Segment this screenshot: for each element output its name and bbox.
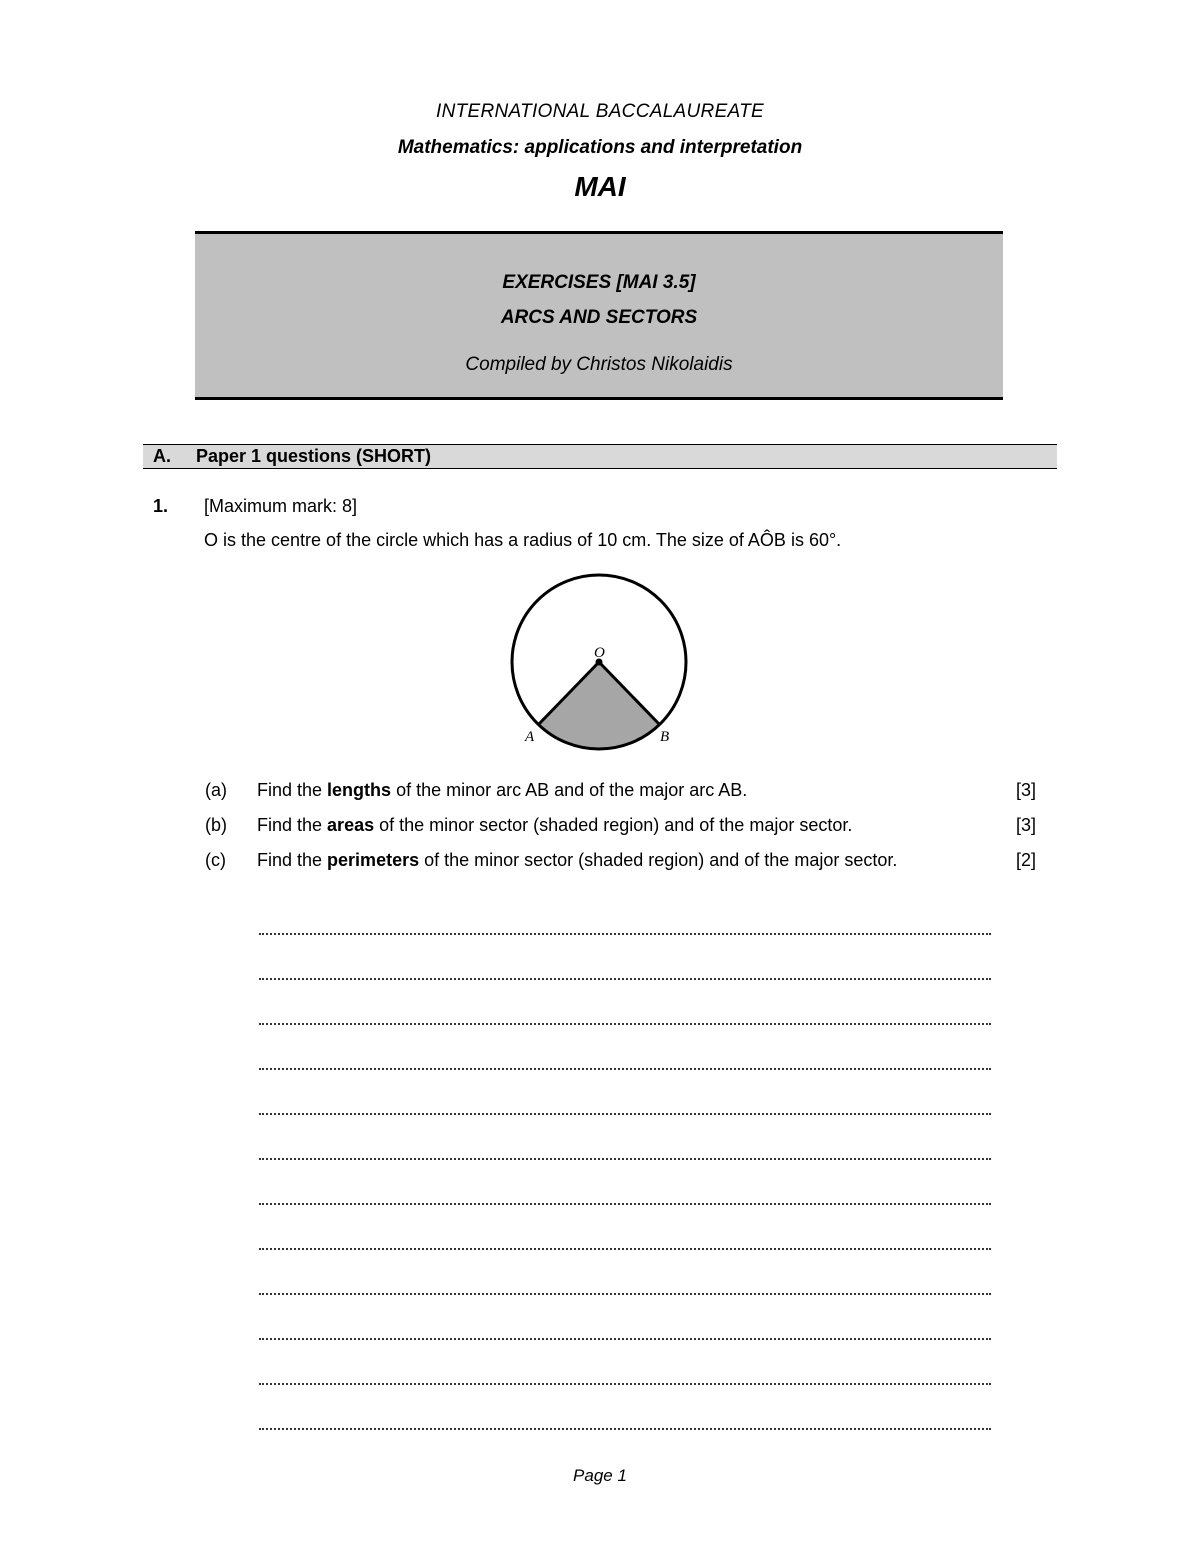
part-c-text: Find the perimeters of the minor sector (shaded region) and of the major sector. [257,850,898,870]
part-b-label: (b) [205,815,227,835]
label-o: O [594,645,605,661]
answer-line[interactable] [259,1295,991,1340]
answer-line[interactable] [259,1205,991,1250]
title-box [195,231,1003,400]
answer-line[interactable] [259,1115,991,1160]
part-a-text: Find the lengths of the minor arc AB and of the major arc AB. [257,780,748,800]
section-heading [143,444,1057,469]
circle-sector-figure [505,570,695,765]
part-a-label: (a) [205,780,227,800]
question-stem: O is the centre of the circle which has a radius of 10 cm. The size of AÔB is 60°. [204,530,842,550]
label-b: B [660,729,670,745]
part-a-keyword: lengths [327,780,392,800]
label-a: A [525,729,535,745]
section-letter: A. [153,446,171,466]
part-c-keyword: perimeters [327,850,420,870]
answer-line[interactable] [259,918,991,935]
header-code: MAI [574,171,626,202]
answer-line[interactable] [259,935,991,980]
answer-line[interactable] [259,1340,991,1385]
header-organization: INTERNATIONAL BACCALAUREATE [435,101,764,122]
answer-line[interactable] [259,1070,991,1115]
answer-lines [259,918,991,1430]
circle-diagram [505,570,695,760]
question-number: 1. [153,496,169,516]
part-b-text: Find the areas of the minor sector (shaded region) and of the major sector. [257,815,853,835]
header-subject: Mathematics: applications and interpretation [397,137,803,158]
part-b-keyword: areas [327,815,375,835]
answer-line[interactable] [259,1385,991,1430]
part-a-marks: [3] [1016,780,1037,800]
part-c-label: (c) [205,850,226,870]
answer-line[interactable] [259,1160,991,1205]
answer-line[interactable] [259,1250,991,1295]
answer-line[interactable] [259,980,991,1025]
question-max-mark: [Maximum mark: 8] [204,496,358,516]
section-title: Paper 1 questions (SHORT) [196,446,432,466]
author-credit: Compiled by Christos Nikolaidis [465,354,733,375]
exercises-title: EXERCISES [MAI 3.5] [502,272,696,293]
topic-title: ARCS AND SECTORS [500,307,698,328]
answer-line[interactable] [259,1025,991,1070]
part-b-marks: [3] [1016,815,1037,835]
part-c-marks: [2] [1016,850,1037,870]
page-number: Page 1 [573,1466,627,1485]
